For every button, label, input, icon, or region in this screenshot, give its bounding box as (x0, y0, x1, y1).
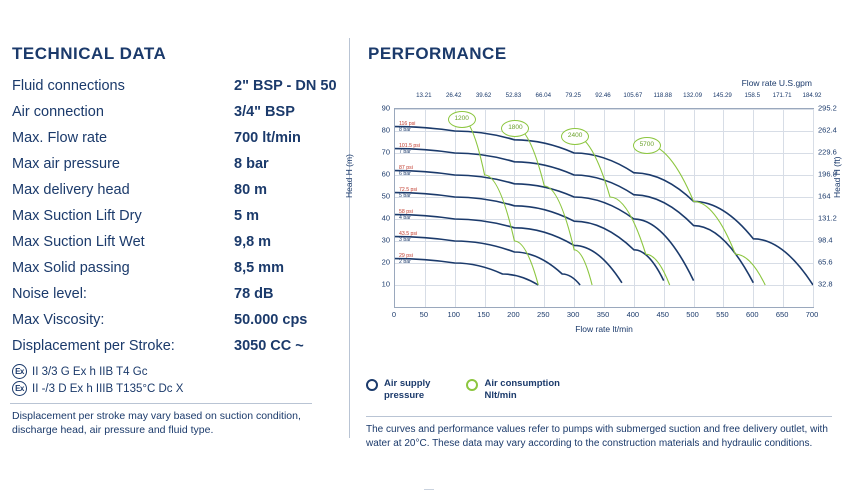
chart-x2-tick: 92.46 (595, 92, 611, 99)
chart-y-tick: 60 (381, 169, 390, 179)
spec-label: Max Suction Lift Wet (12, 234, 145, 250)
chart-y2-tick: 262.4 (818, 125, 837, 135)
spec-label: Max delivery head (12, 182, 130, 198)
performance-title: PERFORMANCE (368, 44, 507, 63)
chart-plot-area (394, 108, 814, 308)
chart-pressure-psi-label: 87 psi (399, 164, 413, 171)
spec-label: Max air pressure (12, 156, 120, 172)
spec-value: 8,5 mm (234, 260, 284, 276)
chart-pressure-bar-label: 4 bar (399, 214, 411, 221)
technical-data-panel (10, 44, 340, 437)
spec-row (10, 234, 340, 250)
spec-label: Displacement per Stroke: (12, 338, 175, 354)
chart-x-tick: 200 (507, 310, 520, 319)
chart-pressure-bar-label: 3 bar (399, 236, 411, 243)
chart-y2-tick: 196.8 (818, 169, 837, 179)
chart-y2-tick: 229.6 (818, 147, 837, 157)
chart-y-tick: 20 (381, 257, 390, 267)
spec-row (10, 130, 340, 146)
spec-row (10, 182, 340, 198)
chart-y-tick: 80 (381, 125, 390, 135)
chart-pressure-psi-label: 58 psi (399, 208, 413, 215)
chart-pressure-psi-label: 101.5 psi (399, 142, 421, 149)
spec-value: 8 bar (234, 156, 269, 172)
spec-label: Max Solid passing (12, 260, 130, 276)
chart-y2-tick: 65.6 (818, 257, 833, 267)
chart-x-tick: 400 (626, 310, 640, 319)
legend-label (384, 378, 430, 402)
legend-label-line1: Air consumption (484, 378, 560, 389)
legend-label-line1: Air supply (384, 378, 431, 389)
spec-row (10, 338, 340, 354)
chart-x2-tick: 132.09 (683, 92, 703, 99)
chart-x-tick: 700 (805, 310, 819, 319)
atex-ex-icon: Ex (12, 381, 27, 396)
spec-row (10, 260, 340, 276)
chart-x-tick: 650 (775, 310, 789, 319)
chart-pressure-bar-label: 6 bar (399, 170, 411, 177)
spec-value: 2" BSP - DN 50 (234, 78, 337, 94)
chart-x2-tick: 39.62 (475, 92, 492, 99)
spec-label: Fluid connections (12, 78, 125, 94)
spec-row (10, 208, 340, 224)
chart-x2-tick: 145.29 (712, 92, 732, 99)
chart-pressure-curve (395, 171, 694, 281)
chart-x2-tick: 158.5 (744, 92, 761, 99)
chart-x-tick: 550 (716, 310, 729, 319)
technical-data-title: TECHNICAL DATA (12, 44, 167, 63)
chart-x-tick: 50 (419, 310, 429, 319)
legend-item-air-consumption (466, 378, 559, 402)
chart-y2-tick: 98.4 (818, 235, 833, 245)
displacement-footnote: Displacement per stroke may vary based on suction condition, discharge head, air pressure and fluid type. (10, 403, 312, 437)
spec-row (10, 104, 340, 120)
chart-x-tick: 500 (686, 310, 699, 319)
atex-row (12, 381, 340, 396)
panel-divider (349, 38, 350, 438)
spec-label: Max Suction Lift Dry (12, 208, 142, 224)
chart-y2-tick: 131.2 (818, 213, 837, 223)
chart-gridline-vertical (813, 109, 814, 307)
chart-x2-tick: 26.42 (445, 92, 462, 99)
atex-marking-block (10, 364, 340, 396)
chart-pressure-bar-label: 8 bar (399, 126, 411, 133)
chart-y-tick: 70 (381, 147, 390, 157)
spec-value: 50.000 cps (234, 312, 308, 328)
chart-y-tick: 50 (381, 191, 390, 201)
chart-x-tick: 450 (656, 310, 669, 319)
chart-legend (366, 378, 560, 402)
chart-pressure-psi-label: 43.5 psi (399, 230, 418, 237)
chart-y-tick: 40 (381, 213, 390, 223)
spec-list (10, 78, 340, 354)
chart-pressure-psi-label: 29 psi (399, 252, 413, 259)
chart-y-axis-title: Head H (m) (344, 154, 354, 198)
legend-circle-icon (466, 379, 478, 391)
legend-circle-icon (366, 379, 378, 391)
chart-air-consumption-bubble: 1800 (501, 120, 529, 137)
spec-row (10, 312, 340, 328)
chart-curves (395, 109, 813, 307)
chart-y2-tick-labels (816, 103, 847, 308)
chart-y-tick: 90 (381, 103, 390, 113)
performance-panel (344, 44, 842, 449)
chart-x-tick: 0 (391, 310, 397, 319)
chart-x-tick-labels (391, 310, 819, 322)
chart-top-tick-labels (394, 92, 822, 104)
chart-y2-axis-title: Head H (ft) (832, 156, 842, 198)
spec-value: 78 dB (234, 286, 274, 302)
chart-x2-tick: 79.25 (565, 92, 581, 99)
spec-label: Noise level: (12, 286, 87, 302)
spec-label: Max. Flow rate (12, 130, 108, 146)
chart-x-axis-title: Flow rate lt/min (575, 324, 633, 334)
chart-y-tick: 30 (381, 235, 390, 245)
chart-x2-tick: 52.83 (505, 92, 522, 99)
chart-x-tick: 600 (746, 310, 759, 319)
spec-value: 700 lt/min (234, 130, 301, 146)
chart-y-tick-labels (366, 103, 392, 308)
chart-pressure-bar-label: 5 bar (399, 192, 411, 199)
spec-value: 5 m (234, 208, 259, 224)
chart-x2-tick: 184.92 (802, 92, 822, 99)
chart-pressure-labels (399, 109, 439, 307)
chart-x2-tick: 105.67 (623, 92, 643, 99)
page-bottom-marker (424, 489, 434, 490)
legend-item-air-supply-pressure (366, 378, 430, 402)
legend-label-line2: Nlt/min (484, 389, 517, 401)
spec-row (10, 78, 340, 94)
legend-label (484, 378, 559, 402)
chart-x-tick: 250 (537, 310, 550, 319)
chart-x2-tick: 118.88 (653, 92, 672, 99)
chart-air-consumption-bubble: 1200 (448, 111, 476, 128)
atex-row (12, 364, 340, 379)
chart-x-tick: 350 (596, 310, 610, 319)
chart-top-axis-title: Flow rate U.S.gpm (741, 78, 812, 88)
chart-y2-tick: 295.2 (818, 103, 837, 113)
performance-note: The curves and performance values refer to pumps with submerged suction and free delivery outlet, with water at 20°C. These data may vary according to the construction materials and hydraulic conditions. (366, 416, 832, 451)
spec-row (10, 156, 340, 172)
chart-pressure-psi-label: 72.5 psi (399, 186, 418, 193)
spec-value: 80 m (234, 182, 268, 198)
chart-pressure-bar-label: 2 bar (399, 258, 411, 265)
spec-value: 9,8 m (234, 234, 272, 250)
chart-pressure-psi-label: 116 psi (399, 120, 416, 127)
spec-value: 3050 CC ~ (234, 338, 304, 354)
atex-text: II -/3 D Ex h IIIB T135°C Dc X (32, 382, 184, 395)
chart-y-tick: 10 (381, 279, 390, 289)
performance-chart (344, 78, 842, 449)
spec-value: 3/4" BSP (234, 104, 295, 120)
atex-ex-icon: Ex (12, 364, 27, 379)
chart-y2-tick: 164 (818, 191, 831, 201)
spec-label: Max Viscosity: (12, 312, 105, 328)
chart-air-consumption-bubble: 5700 (633, 137, 661, 154)
chart-x-tick: 100 (447, 310, 460, 319)
chart-pressure-bar-label: 7 bar (399, 148, 411, 155)
chart-air-consumption-bubble: 2400 (561, 128, 589, 145)
chart-x-tick: 300 (566, 310, 580, 319)
spec-label: Air connection (12, 104, 104, 120)
spec-row (10, 286, 340, 302)
chart-air-consumption-curve (646, 144, 765, 285)
legend-label-line2: pressure (384, 389, 425, 401)
chart-x2-tick: 171.71 (772, 92, 792, 99)
chart-x-tick: 150 (477, 310, 490, 319)
atex-text: II 3/3 G Ex h IIB T4 Gc (32, 365, 148, 378)
chart-y2-tick: 32.8 (818, 279, 833, 289)
chart-x2-tick: 66.04 (535, 92, 552, 99)
chart-x2-tick: 13.21 (416, 92, 432, 99)
